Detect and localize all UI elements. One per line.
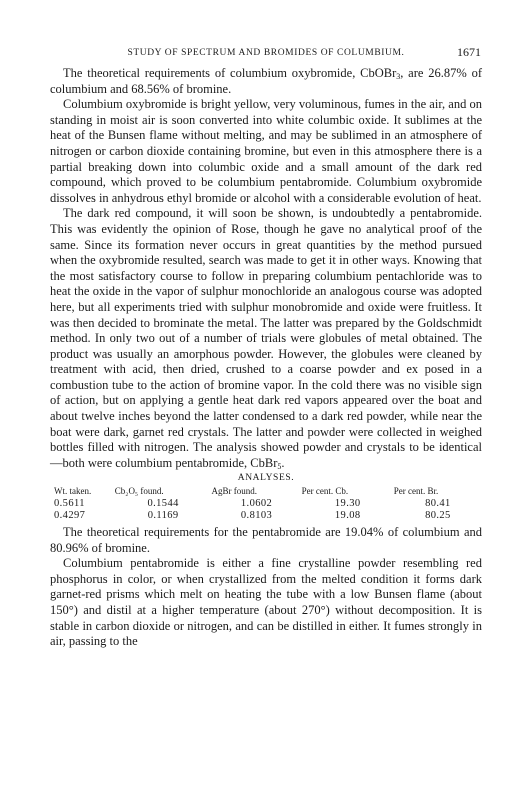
table-cell: 1.0602 (240, 497, 273, 509)
table-header-row (50, 485, 482, 498)
table-cell: 80.41 (425, 497, 451, 509)
table-cell: 0.1544 (147, 497, 179, 509)
table-cell: 80.25 (425, 510, 451, 522)
paragraph-oxybromide-requirements: The theoretical requirements of columbium oxybromide, CbOBr$_3$, are 26.87% of columbium and 68.56% of bromine. (50, 66, 482, 96)
analyses-title: ANALYSES. (237, 473, 295, 484)
column-header: Cb₂O₅ found. (114, 486, 164, 497)
table-cell: 0.5611 (54, 497, 85, 509)
table-cell: 19.30 (334, 497, 361, 509)
paragraph-oxybromide-properties: Columbium oxybromide is bright yellow, very voluminous, fumes in the air, and on standing in moist air is soon converted into white columbic oxide. It sublimes at the heat of the Bunsen flame without melting, and may be sublimed in an atmosphere of nitrogen or carbon dioxide containing bromine, but even in this atmosphere there is a partial breaking down into columbic oxide and a small amount of the dark red compound, which proved to be columbium pentabromide. Columbium oxybromide dissolves in anhydrous ethyl bromide or alcohol with a considerable evolution of heat. (50, 97, 482, 205)
paragraph-pentabromide-requirements: The theoretical requirements for the pentabromide are 19.04% of columbium and 80.96% of bromine. (50, 524, 482, 555)
table-cell: 0.8103 (240, 510, 273, 522)
table-cell: 0.4297 (54, 510, 86, 522)
paragraph-pentabromide-preparation: The dark red compound, it will soon be shown, is undoubtedly a pentabromide. This was evidently the opinion of Rose, though he gave no analytical proof of the same. Since its formation never occurs in great quantities by the method pursued when the oxybromide resulted, search was made to get it in other ways. Knowing that the most satisfactory course to follow in preparing columbium pentachloride was to heat the oxide in the vapor of sulphur monochloride an analogous course was adopted here, but all experiments tried with sulphur monobromide and oxide were fruitless. It was then decided to brominate the metal. The latter was prepared by the Goldschmidt method. In only two out of a number of trials were globules of metal obtained. The product was usually an amorphous powder. However, the globules were cleaned by treatment with acid, then dried, crushed to a coarse powder and ex posed in a combustion tube to the action of bromine vapor. In the cold there was no visible sign of action, but on applying a gentle heat dark red vapors appeared over the boat and about twelve inches beyond the latter condensed to a dark red powder, while near the boat were dark, garnet red crystals. The latter and powder were collected in weighed bottles filled with nitrogen. The analysis showed powder and crystals to be identical—both were columbium pentabromide, CbBr$_5$. (50, 206, 482, 471)
running-header: STUDY OF SPECTRUM AND BROMIDES OF COLUMBIUM. (127, 48, 405, 58)
column-header: Per cent. Br. (393, 486, 439, 497)
column-header: Wt. taken. (54, 486, 92, 497)
page-number: 1671 (457, 45, 481, 59)
column-header: Per cent. Cb. (301, 486, 349, 497)
column-header: AgBr found. (211, 486, 257, 497)
table-row (50, 510, 482, 523)
body-text (50, 66, 482, 650)
table-cell: 0.1169 (147, 510, 179, 522)
paragraph-pentabromide-properties: Columbium pentabromide is either a fine crystalline powder resembling red phosphorus in color, or when crystallized from the melted condition it forms dark garnet-red prisms which melt on heating the tube with a low Bunsen flame (about 150°) and distil at a higher temperature (about 270°) without decomposition. It is stable in carbon dioxide or nitrogen, and can be distilled in either. It fumes strongly in air, passing to the (50, 556, 482, 649)
table-row (50, 498, 482, 511)
table-cell: 19.08 (334, 510, 361, 522)
analyses-table (50, 485, 482, 523)
